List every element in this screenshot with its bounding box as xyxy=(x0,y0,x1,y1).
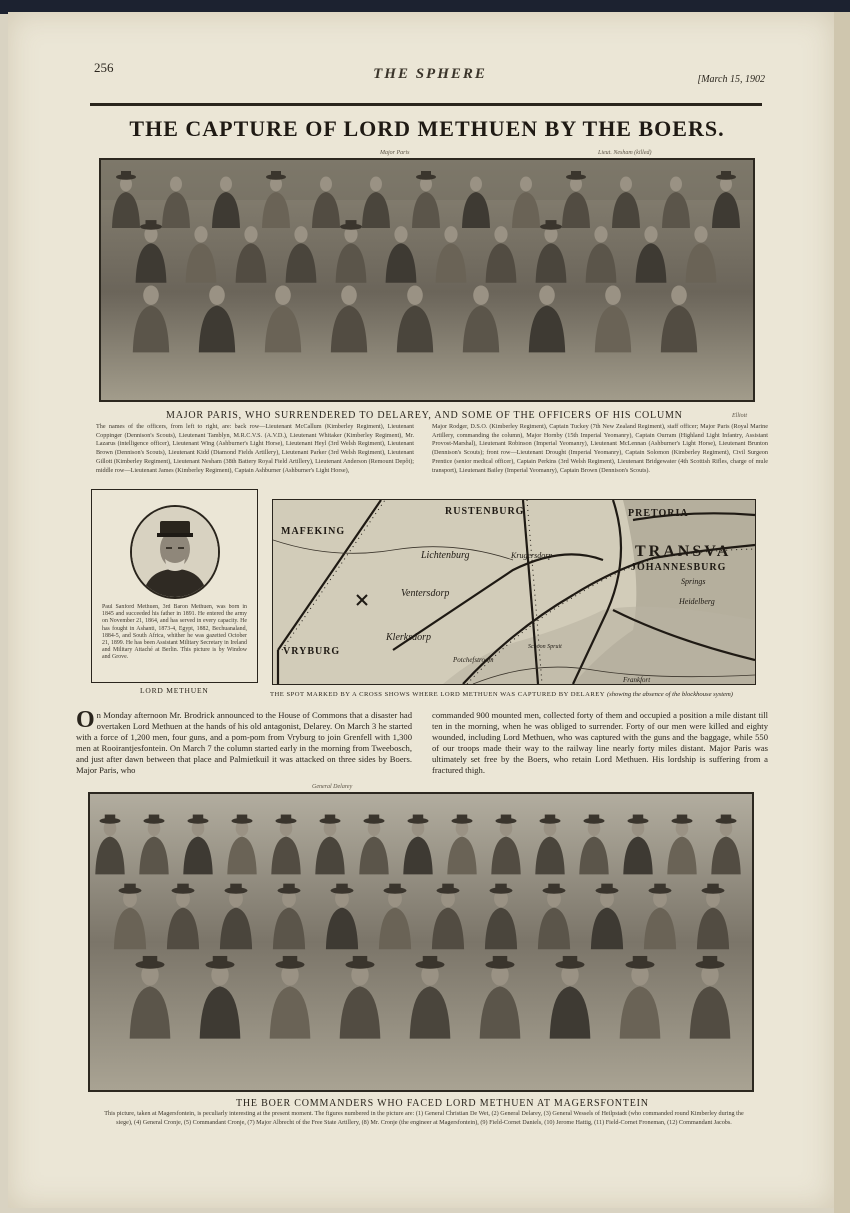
map-label-ventersdorp: Ventersdorp xyxy=(401,588,450,599)
methuen-portrait xyxy=(130,505,220,599)
map-label-frankfort: Frankfort xyxy=(623,676,651,684)
map-label-mafeking: MAFEKING xyxy=(281,526,346,537)
officers-names-right: Major Rodger, D.S.O. (Kimberley Regiment), Captain Tuckey (7th New Zealand Regiment), staff officer; Major Paris (Royal Marine Artillery, commanding the column), Major Hornby (15th Imperial Yeomanry), Captain Ourram (Highland Light Infantry, Assistant Provost-Marshal), Lieutenant Robinson (Imperial Yeomanry), Lieutenant McLennan (Ashburner's Light Horse), Lieutenant Brunton (Dennison's Scouts); front row—Lieutenant Drought (Imperial Yeomanry), Captain Solomon (Kimberley Regiment), Civil Surgeon Prentice (senior medical officer), Captain Perkins (3rd Welsh Regiment), Lieutenant Bridgewater (4th Scottish Rifles, charge of mule transport), Lieutenant Bailey (Imperial Yeomanry), Captain Brown (Dennison's Scouts). xyxy=(432,423,768,474)
photo-label-major-paris: Major Paris xyxy=(380,150,410,156)
officers-names-left: The names of the officers, from left to right, are: back row—Lieutenant McCallum (Kimberley Regiment), Lieutenant Coppinger (Dennison's Scouts), Lieutenant Tamblyn, M.R.C.V.S. (A.V.D.), Lieutenant Whitaker (Kimberley Regiment), Mr. Lazarus (intelligence officer), Lieutenant Wing (Ashburner's Light Horse), Lieutenant Heyl (3rd Welsh Regiment), Lieutenant Brown (Dennison's Scouts), Lieutenant Kidd (Diamond Fields Artillery), Lieutenant Parker (3rd Welsh Regiment), Lieutenant Gillott (Kimberley Regiment), Lieutenant Nesham (38th Battery Royal Field Artillery), Lieutenant Anderson (Remount Depôt); middle row—Lieutenant James (Kimberley Regiment), Captain Ashburner (Ashburner's Light Horse), xyxy=(96,423,414,474)
article-column-2: commanded 900 mounted men, collected forty of them and occupied a position a mile distant till ten in the morning, when he was obliged to surrender. Forty of our men were killed and eighty wounded, including Lord Methuen, who was captured with the guns and the baggage, while 550 of our troops made their way to the railway line nearly forty miles distant. Major Paris was ultimately set free by the Boers, who retain Lord Methuen. His lordship is suffering from a fractured thigh. xyxy=(432,710,768,776)
photo-credit: Elliott xyxy=(732,413,747,419)
photo-label-nesham: Lieut. Nesham (killed) xyxy=(598,150,652,156)
map-label-lichtenburg: Lichtenburg xyxy=(421,550,470,561)
boer-photo-caption: THE BOER COMMANDERS WHO FACED LORD METHUEN AT MAGERSFONTEIN xyxy=(236,1098,649,1109)
headline: THE CAPTURE OF LORD METHUEN BY THE BOERS. xyxy=(129,116,725,141)
page-number: 256 xyxy=(94,60,114,75)
map-label-heidelberg: Heidelberg xyxy=(679,597,715,606)
map-caption xyxy=(270,691,770,698)
map-label-rustenburg: RUSTENBURG xyxy=(445,506,525,517)
map-label-transvaal: TRANSVA xyxy=(635,543,732,560)
boer-photo-description: This picture, taken at Magersfontein, is peculiarly interesting at the present moment. The figures numbered in the picture are: (1) General Christian De Wet, (2) General Delarey, (3) General Wessels of Heilpstadt (who commanded round Kimberley during the siege), (4) General Cronje, (5) Commandant Cronje, (7) Major Albrecht of the Free State Artillery, (8) Mr. Cronje (the engineer at Magersfontein), (9) Field-Cornet Daniels, (10) Jerome Hattig, (11) Field-Cornet Froneman, (12) Commandant Jacobs. xyxy=(104,1110,744,1126)
issue-date: [March 15, 1902 xyxy=(697,74,765,85)
map-label-springs: Springs xyxy=(681,577,706,586)
map-label-vryburg: VRYBURG xyxy=(283,646,341,657)
map-label-krugersdorp: Krugersdorp xyxy=(511,551,553,560)
officers-photo-caption: MAJOR PARIS, WHO SURRENDERED TO DELAREY, AND SOME OF THE OFFICERS OF HIS COLUMN xyxy=(166,410,683,421)
drop-cap: O xyxy=(76,710,95,733)
map-label-johannesburg: JOHANNESBURG xyxy=(631,562,727,573)
boer-commanders-photo xyxy=(88,792,754,1092)
map-label-pretoria: PRETORIA xyxy=(628,508,689,519)
methuen-bio: Paul Sanford Methuen, 3rd Baron Methuen, was born in 1845 and succeeded his father in 1891. He entered the army on November 21, 1864, and has served in every capacity. He has fought in Ashanti, 1873-4, Egypt, 1882, Bechuanaland, 1884-5, and South Africa, whither he was gazetted October 21, 1899. He has been Assistant Military Secretary in Ireland and Military Attaché at Berlin. This picture is by Window and Grove. xyxy=(102,604,247,661)
map xyxy=(272,499,756,685)
photo-label-delarey: General Delarey xyxy=(312,784,353,790)
portrait-caption: LORD METHUEN xyxy=(140,686,209,695)
article-column-1 xyxy=(76,710,412,788)
header-rule xyxy=(90,103,762,106)
map-caption-italic: (showing the absence of the blockhouse system) xyxy=(606,691,733,698)
portrait-box xyxy=(91,489,258,683)
map-caption-main: THE SPOT MARKED BY A CROSS SHOWS WHERE LORD METHUEN WAS CAPTURED BY DELAREY xyxy=(270,691,605,698)
map-label-potchefstroom: Potchefstroom xyxy=(453,656,494,664)
map-label-klerksdorp: Klerksdorp xyxy=(386,632,431,643)
masthead: THE SPHERE xyxy=(373,66,487,82)
article-col1-text: n Monday afternoon Mr. Brodrick announced to the House of Commons that a disaster had overtaken Lord Methuen at the hands of his old antagonist, Delarey. On March 3 he started with a force of 1,200 men, four guns, and a pom-pom from Vryburg to join Grenfell with 1,300 men at Rooirantjesfontein. On March 7 the column started early in the morning from Tweebosch, and just after dawn between that place and Palmietkuil it was attacked on three sides by Boers. Major Paris, who xyxy=(76,710,412,776)
officers-group-photo xyxy=(99,158,755,402)
map-label-schoonspruit: Schoon Spruit xyxy=(528,644,562,650)
page-edge xyxy=(834,12,850,1213)
